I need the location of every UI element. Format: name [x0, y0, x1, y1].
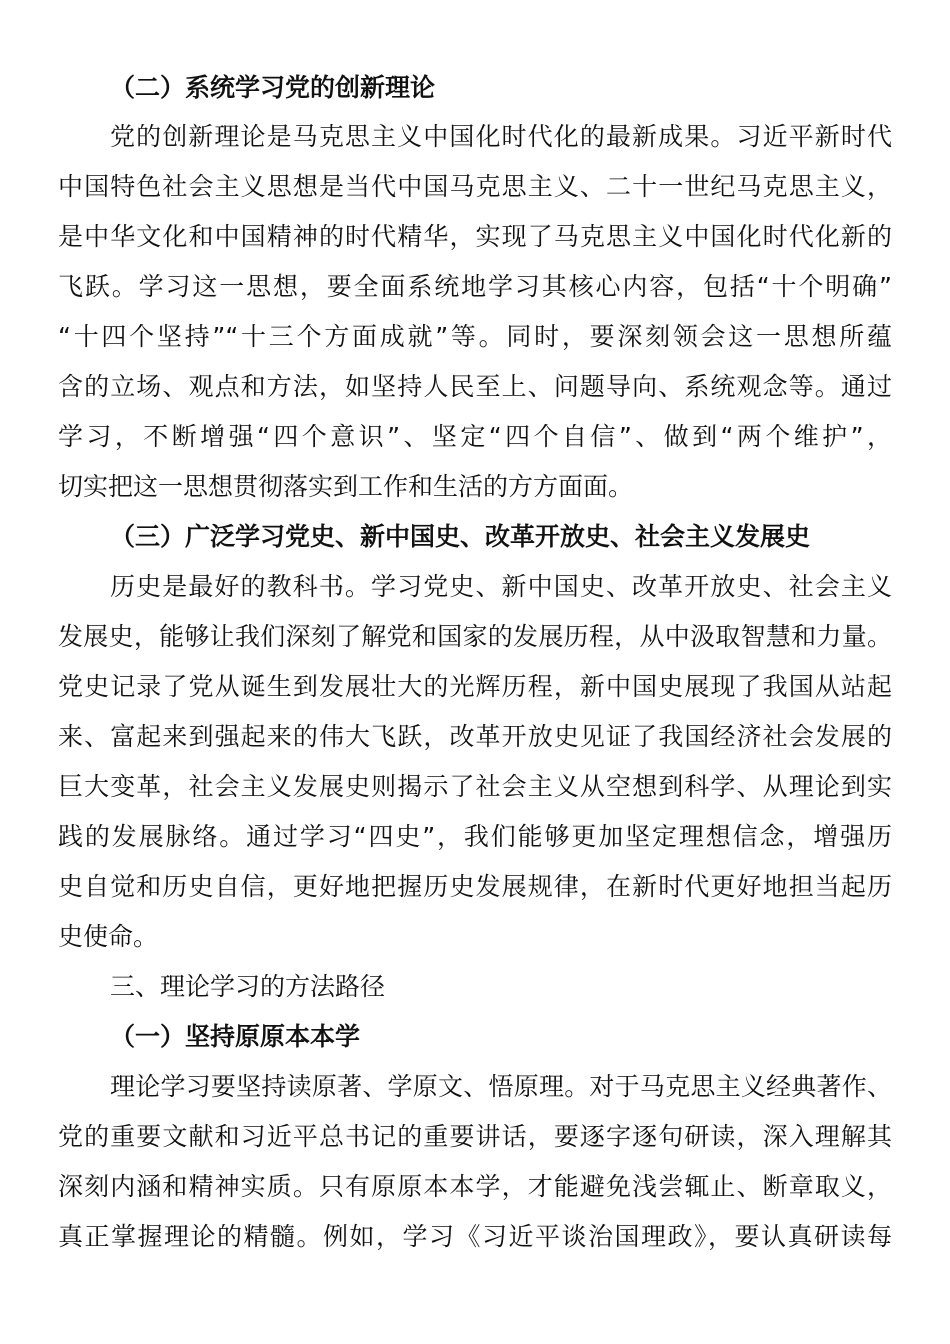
paragraph-line: 史使命。: [58, 922, 159, 951]
paragraph-line: 践的发展脉络。通过学习“四史”，我们能够更加坚定理想信念，增强历: [58, 822, 892, 851]
section-heading: 三、理论学习的方法路径: [110, 972, 386, 1001]
subheading-2: （二）系统学习党的创新理论: [110, 73, 436, 102]
subheading-3: （三）广泛学习党史、新中国史、改革开放史、社会主义发展史: [110, 522, 811, 551]
paragraph-line: 来、富起来到强起来的伟大飞跃，改革开放史见证了我国经济社会发展的: [58, 722, 892, 751]
paragraph-line: 切实把这一思想贯彻落实到工作和生活的方方面面。: [58, 472, 634, 501]
paragraph-line: 历史是最好的教科书。学习党史、新中国史、改革开放史、社会主义: [110, 572, 892, 601]
paragraph-line: 中国特色社会主义思想是当代中国马克思主义、二十一世纪马克思主义，: [58, 172, 892, 201]
paragraph-line: 含的立场、观点和方法，如坚持人民至上、问题导向、系统观念等。通过: [58, 372, 892, 401]
paragraph-line: 党史记录了党从诞生到发展壮大的光辉历程，新中国史展现了我国从站起: [58, 672, 892, 701]
paragraph-line: “十四个坚持”“十三个方面成就”等。同时，要深刻领会这一思想所蕴: [58, 322, 892, 351]
paragraph-line: 学习，不断增强“四个意识”、坚定“四个自信”、做到“两个维护”，: [58, 422, 892, 451]
paragraph-line: 巨大变革，社会主义发展史则揭示了社会主义从空想到科学、从理论到实: [58, 772, 892, 801]
paragraph-line: 史自觉和历史自信，更好地把握历史发展规律，在新时代更好地担当起历: [58, 872, 892, 901]
paragraph-line: 党的重要文献和习近平总书记的重要讲话，要逐字逐句研读，深入理解其: [58, 1122, 892, 1151]
paragraph-line: 是中华文化和中国精神的时代精华，实现了马克思主义中国化时代化新的: [58, 222, 892, 251]
paragraph-line: 发展史，能够让我们深刻了解党和国家的发展历程，从中汲取智慧和力量。: [58, 622, 892, 651]
paragraph-line: 党的创新理论是马克思主义中国化时代化的最新成果。习近平新时代: [110, 122, 892, 151]
paragraph-line: 飞跃。学习这一思想，要全面系统地学习其核心内容，包括“十个明确”: [58, 272, 892, 301]
paragraph-line: 理论学习要坚持读原著、学原文、悟原理。对于马克思主义经典著作、: [110, 1072, 892, 1101]
paragraph-line: 深刻内涵和精神实质。只有原原本本学，才能避免浅尝辄止、断章取义，: [58, 1172, 892, 1201]
paragraph-line: 真正掌握理论的精髓。例如，学习《习近平谈治国理政》，要认真研读每: [58, 1222, 892, 1251]
subheading-1: （一）坚持原原本本学: [110, 1022, 361, 1051]
